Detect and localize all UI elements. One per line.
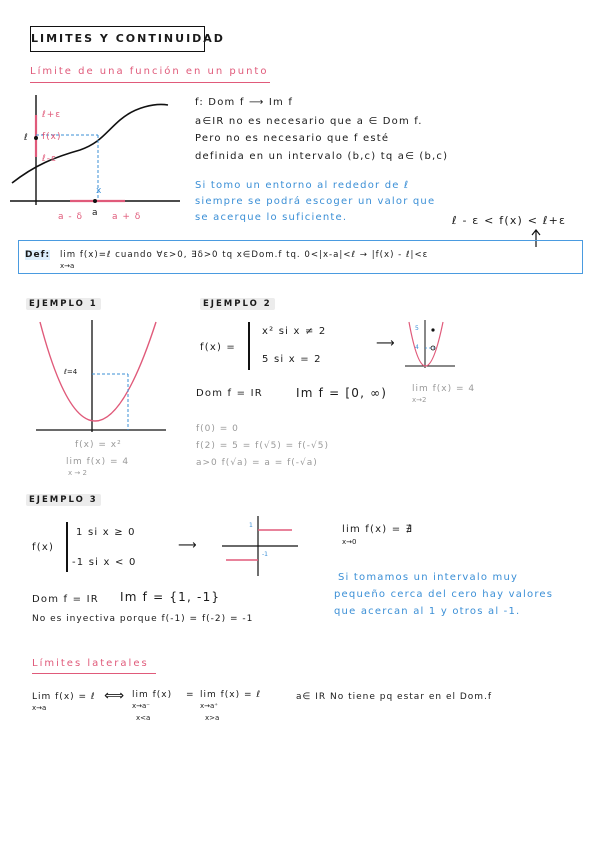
text-line: a∈IR no es necesario que a ∈ Dom f. (195, 116, 423, 127)
label-l-equals-4: ℓ=4 (64, 368, 78, 376)
text-line: f: Dom f ⟶ Im f (195, 97, 294, 108)
example-2-dom: Dom f = IR (196, 388, 263, 399)
inequality: ℓ - ε < f(x) < ℓ+ε (452, 214, 567, 227)
example-2-im: Im f = [0, ∞) (296, 386, 388, 400)
example-2-case-2: 5 si x = 2 (262, 354, 322, 365)
example-2-grey-line: a>0 f(√a) = a = f(-√a) (196, 458, 318, 468)
label-a: a (92, 208, 99, 218)
example-2-fx: f(x) = (200, 342, 236, 353)
example-3-note: No es inyectiva porque f(-1) = f(-2) = -1 (32, 614, 254, 624)
blue-note: se acerque lo suficiente. (195, 212, 348, 223)
label-x: x (96, 186, 103, 196)
example-1-lim-sub: x → 2 (68, 469, 87, 477)
example-3-lim-sub: x→0 (342, 538, 357, 546)
label-l: ℓ (24, 133, 29, 143)
step-label-minus-1: -1 (262, 551, 268, 558)
definition-text: lim f(x)=ℓ cuando ∀ε>0, ∃δ>0 tq x∈Dom.f tq. 0<|x-a|<ℓ → |f(x) - ℓ|<ε (60, 250, 429, 260)
example-2-grey-line: f(2) = 5 = f(√5) = f(-√5) (196, 441, 329, 451)
mini-label-5: 5 (415, 325, 419, 332)
heading-underline (32, 673, 156, 674)
lateral-sub-1: x→a (32, 704, 47, 712)
example-3-blue-note: pequeño cerca del cero hay valores (334, 589, 554, 600)
label-l-plus: ℓ+ε (42, 110, 62, 120)
example-2-lim-sub: x→2 (412, 396, 427, 404)
arrow-right-icon: ⟶ (376, 336, 395, 351)
label-l-minus: ℓ-ε (42, 154, 57, 164)
example-3-fx: f(x) (32, 542, 55, 553)
example-3-case-1: 1 si x ≥ 0 (76, 527, 136, 538)
step-label-1: 1 (249, 522, 253, 529)
label-a-plus: a + δ (112, 212, 142, 222)
example-2-case-1: x² si x ≠ 2 (262, 326, 327, 337)
heading-underline (30, 82, 270, 83)
label-a-minus: a - δ (58, 212, 83, 222)
text-line: Pero no es necesario que f esté (195, 133, 390, 144)
blue-note: siempre se podrá escoger un valor que (195, 196, 436, 207)
blue-note: Si tomo un entorno al rededor de ℓ (195, 180, 410, 191)
example-3-dom: Dom f = IR (32, 594, 99, 605)
lateral-sub-3: x→a⁺ (200, 702, 218, 710)
lateral-lim-3: lim f(x) = ℓ (200, 690, 262, 700)
lateral-sub-2b: x<a (136, 714, 151, 722)
example-2-label: EJEMPLO 2 (200, 298, 275, 310)
lateral-sub-2: x→a⁻ (132, 702, 150, 710)
example-1-lim: lim f(x) = 4 (66, 457, 130, 467)
iff-symbol: ⟺ (104, 688, 125, 704)
arrow-right-icon: ⟶ (178, 538, 197, 553)
lateral-lim-1: Lim f(x) = ℓ (32, 692, 96, 702)
example-2-lim: lim f(x) = 4 (412, 384, 476, 394)
parabola-graph (36, 320, 166, 435)
lateral-lim-2: lim f(x) (132, 690, 173, 700)
example-3-case-2: -1 si x < 0 (72, 557, 137, 568)
step-graph (222, 516, 298, 576)
brace-line (66, 522, 68, 572)
example-3-blue-note: Si tomamos un intervalo muy (338, 572, 519, 583)
definition-label: Def: (25, 250, 51, 260)
example-2-grey-line: f(0) = 0 (196, 424, 239, 434)
example-3-im: Im f = {1, -1} (120, 590, 221, 604)
example-3-label: EJEMPLO 3 (26, 494, 101, 506)
section-heading-lateral: Límites laterales (32, 658, 149, 669)
page-title: LIMITES Y CONTINUIDAD (30, 26, 205, 52)
mini-label-4: 4 (415, 344, 419, 351)
brace-line (248, 322, 250, 370)
text-line: definida en un intervalo (b,c) tq a∈ (b,c) (195, 151, 449, 162)
lateral-sub-3b: x>a (205, 714, 220, 722)
lateral-eq: = (186, 690, 195, 700)
lateral-note: a∈ IR No tiene pq estar en el Dom.f (296, 692, 493, 702)
example-3-lim: lim f(x) = ∄ (342, 524, 414, 535)
mini-parabola-graph (405, 320, 455, 370)
example-1-label: EJEMPLO 1 (26, 298, 101, 310)
example-3-blue-note: que acercan al 1 y otros al -1. (334, 606, 521, 617)
example-1-fx: f(x) = x² (75, 440, 122, 450)
label-fx: f(x) (42, 132, 62, 142)
definition-sub: x→a (60, 262, 75, 270)
section-heading-limit: Límite de una función en un punto (30, 66, 269, 77)
